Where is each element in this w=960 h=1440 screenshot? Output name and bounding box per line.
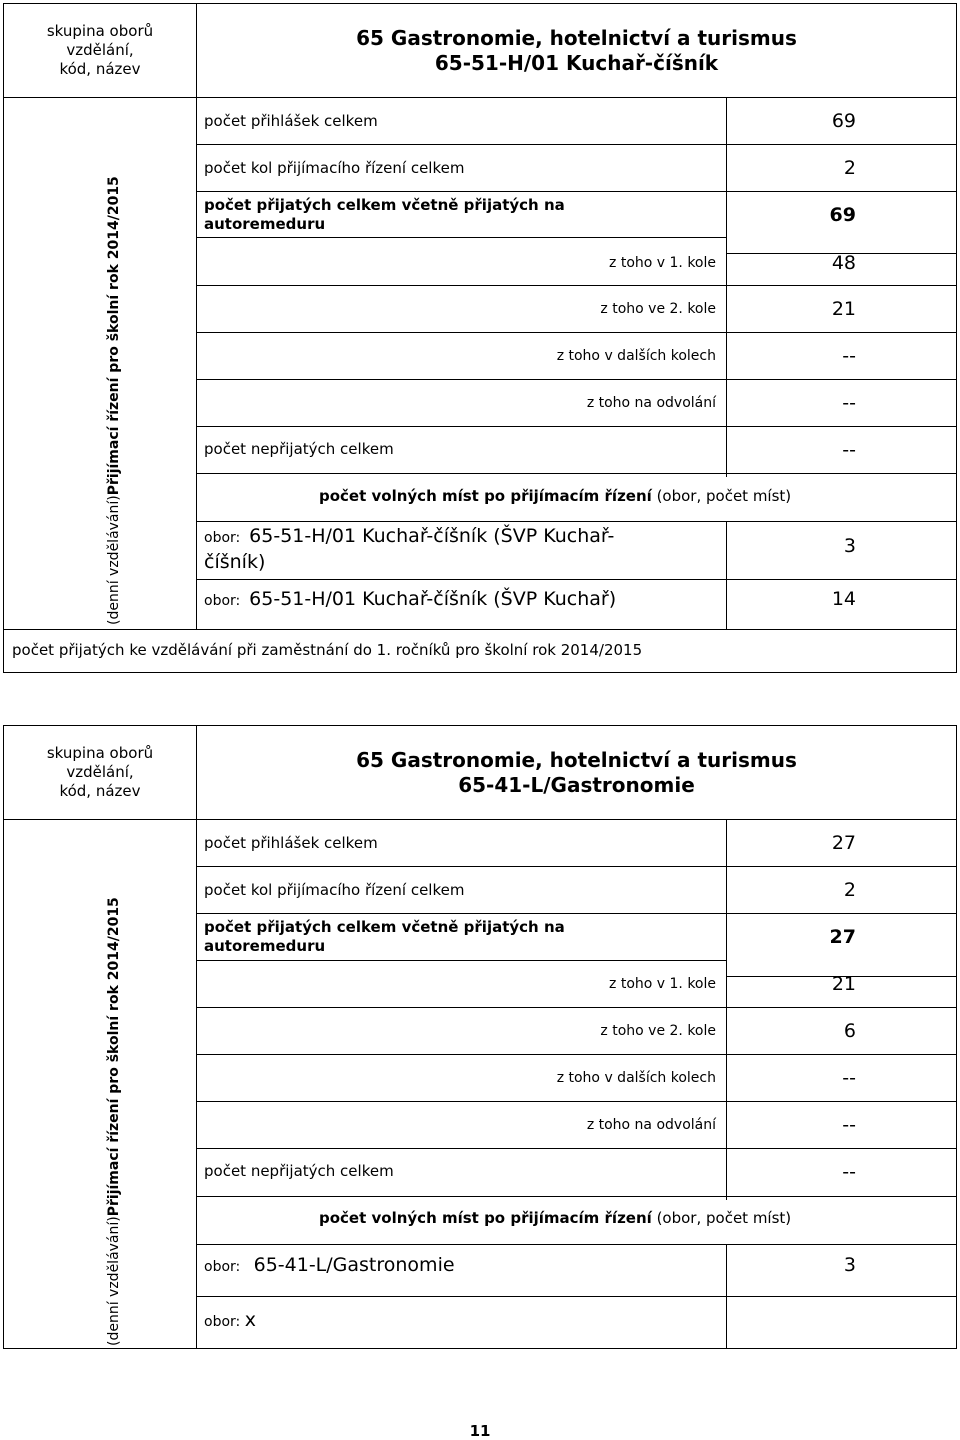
admitted-label: počet přijatých celkem včetně přijatých na autoremeduru — [204, 196, 565, 233]
rounds-value: 2 — [843, 879, 856, 901]
appeal-label: z toho na odvolání — [586, 1117, 716, 1133]
free-places-heading: počet volných míst po přijímacím řízení (obor, počet míst) — [319, 487, 792, 505]
rounds-label: počet kol přijímacího řízení celkem — [204, 159, 465, 177]
header-title — [196, 3, 957, 98]
round2-value: 21 — [831, 298, 856, 320]
header-group-label: skupina oborů vzdělání, kód, název — [3, 3, 197, 98]
table-1 — [3, 3, 957, 673]
other-rounds-label: z toho v dalších kolech — [556, 1070, 716, 1086]
appeal-label: z toho na odvolání — [586, 395, 716, 411]
not-admitted-value: -- — [842, 439, 856, 461]
obor-2: obor: 65-51-H/01 Kuchař-číšník (ŠVP Kuchař) — [204, 588, 617, 610]
round1-label: z toho v 1. kole — [609, 976, 716, 992]
rounds-value: 2 — [843, 157, 856, 179]
other-rounds-value: -- — [842, 345, 856, 367]
vertical-label-cell: (denní vzdělávání)Přijímací řízení pro školní rok 2014/2015 — [3, 819, 197, 1349]
round1-label: z toho v 1. kole — [609, 255, 716, 271]
free-places-heading: počet volných míst po přijímacím řízení (obor, počet míst) — [319, 1209, 792, 1227]
not-admitted-label: počet nepřijatých celkem — [204, 1162, 394, 1180]
obor-2: obor: x — [204, 1309, 256, 1331]
obor-1-value: 3 — [843, 535, 856, 557]
header-title-line2: 65-51-H/01 Kuchař-číšník — [434, 50, 719, 75]
appeal-value: -- — [842, 1114, 856, 1136]
admitted-label: počet přijatých celkem včetně přijatých na autoremeduru — [204, 918, 565, 955]
other-rounds-value: -- — [842, 1067, 856, 1089]
appeal-value: -- — [842, 392, 856, 414]
round2-value: 6 — [843, 1020, 856, 1042]
obor-1-value: 3 — [843, 1254, 856, 1276]
not-admitted-value: -- — [842, 1161, 856, 1183]
round2-label: z toho ve 2. kole — [600, 301, 716, 317]
page-number: 11 — [469, 1422, 491, 1440]
round1-value: 21 — [831, 973, 856, 995]
admitted-value: 69 — [829, 204, 856, 226]
admitted-value: 27 — [829, 926, 856, 948]
footer-row — [3, 629, 957, 673]
header-title-line1: 65 Gastronomie, hotelnictví a turismus — [356, 25, 797, 50]
applications-value: 27 — [831, 832, 856, 854]
header-title-line2: 65-41-L/Gastronomie — [458, 772, 695, 797]
obor-1: obor: 65-41-L/Gastronomie — [204, 1254, 455, 1276]
not-admitted-label: počet nepřijatých celkem — [204, 440, 394, 458]
other-rounds-label: z toho v dalších kolech — [556, 348, 716, 364]
applications-label: počet přihlášek celkem — [204, 112, 378, 130]
header-group-label: skupina oborů vzdělání, kód, název — [3, 725, 197, 820]
vertical-label: (denní vzdělávání)Přijímací řízení pro školní rok 2014/2015 — [106, 176, 122, 625]
obor-1: obor: 65-51-H/01 Kuchař-číšník (ŠVP Kuchař- číšník) — [204, 525, 615, 573]
obor-2-value: 14 — [831, 588, 856, 610]
round2-label: z toho ve 2. kole — [600, 1023, 716, 1039]
header-title — [196, 725, 957, 820]
footer-label: počet přijatých ke vzdělávání při zaměstnání do 1. ročníků pro školní rok 2014/2015 — [12, 641, 643, 659]
rounds-label: počet kol přijímacího řízení celkem — [204, 881, 465, 899]
applications-value: 69 — [831, 110, 856, 132]
vertical-label-cell — [3, 97, 197, 630]
header-title-line1: 65 Gastronomie, hotelnictví a turismus — [356, 747, 797, 772]
applications-label: počet přihlášek celkem — [204, 834, 378, 852]
round1-value: 48 — [831, 252, 856, 274]
table-2 — [3, 725, 957, 1349]
